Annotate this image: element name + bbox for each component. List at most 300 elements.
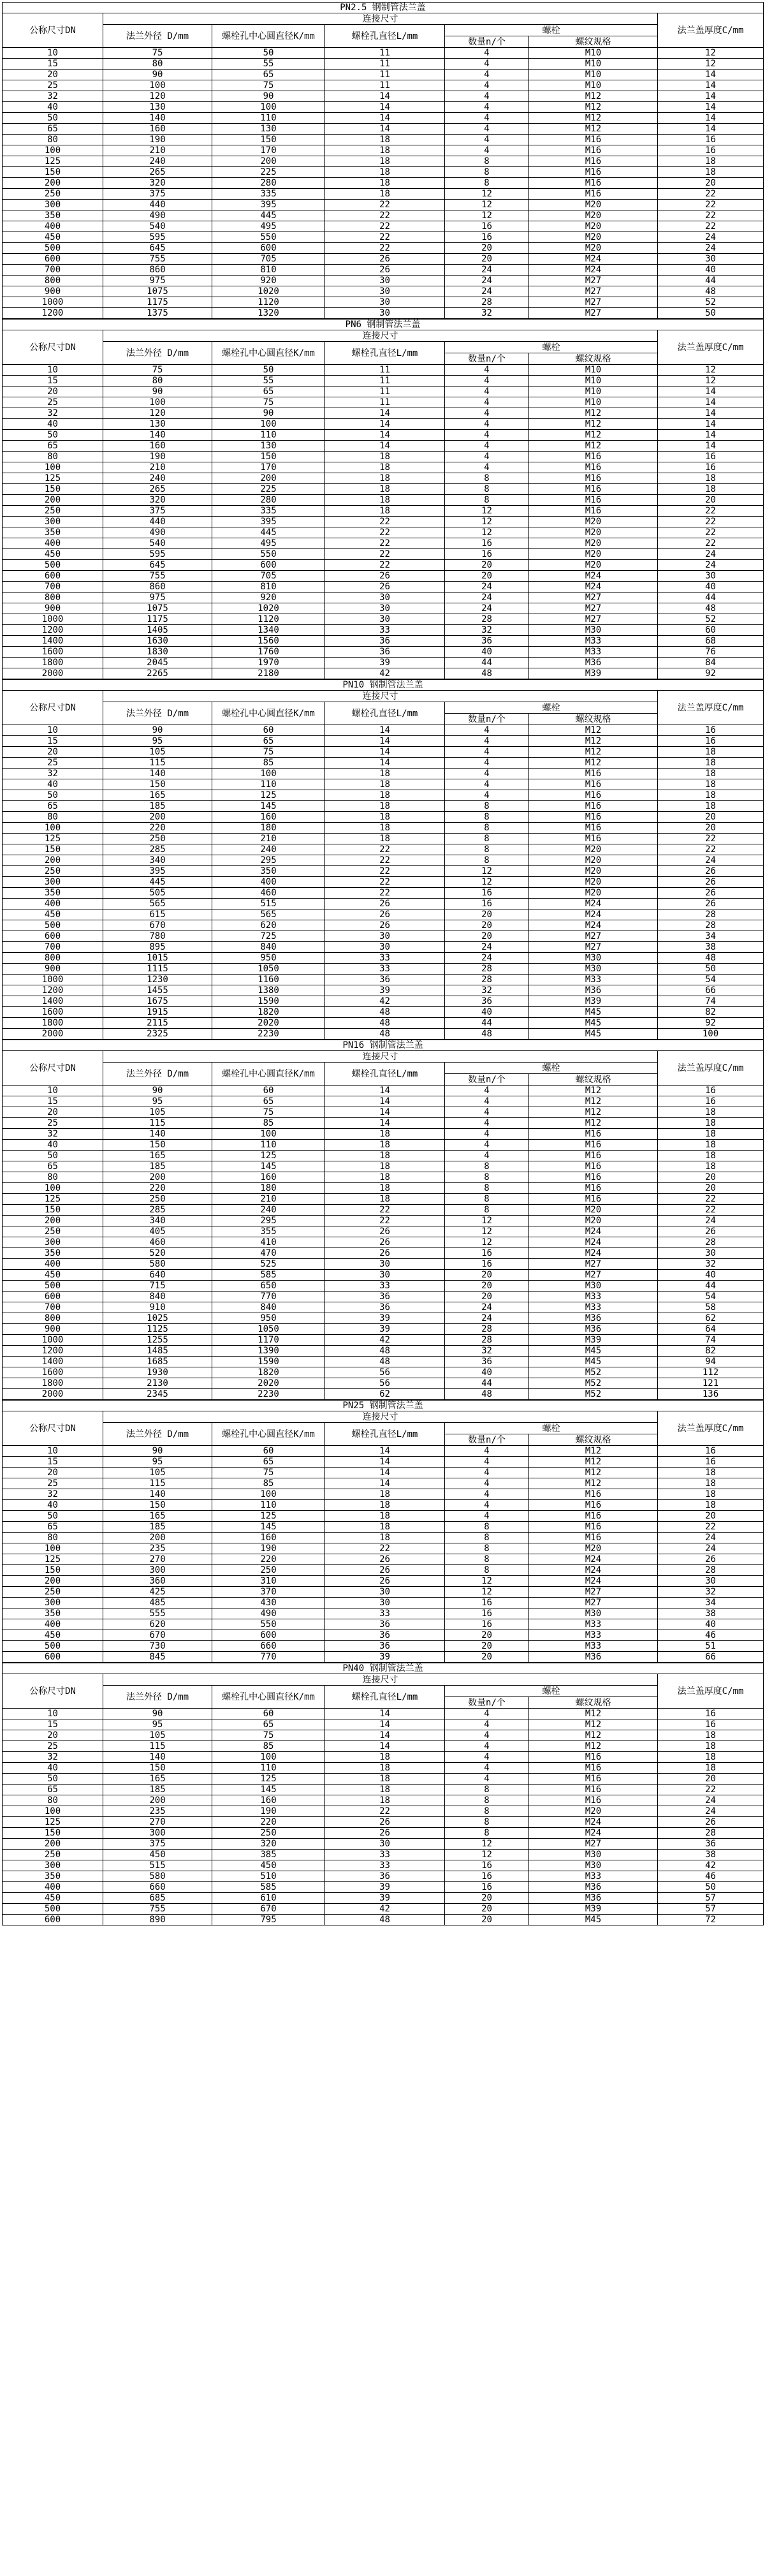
cell-thread: M36 xyxy=(529,1652,658,1663)
cell-pcd: 210 xyxy=(212,1194,325,1205)
cell-thread: M16 xyxy=(529,1151,658,1161)
cell-dn: 1800 xyxy=(3,1378,103,1389)
cell-thread: M10 xyxy=(529,70,658,80)
cell-dn: 40 xyxy=(3,1763,103,1774)
cell-hole: 56 xyxy=(325,1367,445,1378)
cell-pcd: 125 xyxy=(212,1511,325,1522)
cell-qty: 12 xyxy=(445,1226,529,1237)
cell-thread: M33 xyxy=(529,1302,658,1313)
cell-pcd: 1820 xyxy=(212,1367,325,1378)
cell-hole: 48 xyxy=(325,1018,445,1029)
cell-dn: 15 xyxy=(3,1457,103,1468)
cell-pcd: 495 xyxy=(212,538,325,549)
cell-outer: 1125 xyxy=(103,1324,212,1335)
cell-outer: 140 xyxy=(103,769,212,779)
cell-thickness: 14 xyxy=(658,124,764,135)
cell-qty: 4 xyxy=(445,1752,529,1763)
cell-qty: 8 xyxy=(445,1522,529,1533)
cell-thread: M16 xyxy=(529,145,658,156)
cell-thread: M16 xyxy=(529,1785,658,1795)
cell-thread: M16 xyxy=(529,1533,658,1543)
cell-hole: 33 xyxy=(325,1608,445,1619)
cell-pcd: 60 xyxy=(212,725,325,736)
cell-dn: 400 xyxy=(3,1619,103,1630)
cell-hole: 22 xyxy=(325,210,445,221)
cell-qty: 4 xyxy=(445,725,529,736)
cell-thickness: 92 xyxy=(658,1018,764,1029)
table-row xyxy=(3,1313,764,1324)
cell-pcd: 200 xyxy=(212,473,325,484)
cell-outer: 460 xyxy=(103,1237,212,1248)
cell-thread: M24 xyxy=(529,582,658,592)
cell-outer: 250 xyxy=(103,1194,212,1205)
cell-dn: 500 xyxy=(3,920,103,931)
cell-hole: 18 xyxy=(325,178,445,189)
table-row xyxy=(3,1763,764,1774)
cell-pcd: 510 xyxy=(212,1871,325,1882)
cell-dn: 125 xyxy=(3,1554,103,1565)
cell-qty: 4 xyxy=(445,124,529,135)
cell-thickness: 40 xyxy=(658,265,764,276)
cell-qty: 24 xyxy=(445,276,529,286)
cell-thickness: 14 xyxy=(658,419,764,430)
cell-thread: M39 xyxy=(529,668,658,679)
cell-pcd: 920 xyxy=(212,592,325,603)
table-row xyxy=(3,178,764,189)
cell-outer: 90 xyxy=(103,725,212,736)
cell-hole: 11 xyxy=(325,386,445,397)
cell-thickness: 18 xyxy=(658,484,764,495)
cell-qty: 40 xyxy=(445,1367,529,1378)
cell-hole: 22 xyxy=(325,200,445,210)
cell-hole: 36 xyxy=(325,1302,445,1313)
cell-dn: 500 xyxy=(3,243,103,254)
cell-hole: 22 xyxy=(325,243,445,254)
cell-pcd: 75 xyxy=(212,1107,325,1118)
cell-dn: 1200 xyxy=(3,985,103,996)
cell-outer: 220 xyxy=(103,823,212,834)
cell-qty: 4 xyxy=(445,80,529,91)
cell-thickness: 57 xyxy=(658,1893,764,1904)
cell-dn: 150 xyxy=(3,1205,103,1216)
cell-thickness: 44 xyxy=(658,276,764,286)
cell-outer: 490 xyxy=(103,527,212,538)
cell-hole: 18 xyxy=(325,1785,445,1795)
table-row xyxy=(3,769,764,779)
cell-pcd: 355 xyxy=(212,1226,325,1237)
cell-pcd: 1760 xyxy=(212,647,325,658)
cell-thread: M36 xyxy=(529,1324,658,1335)
table-row xyxy=(3,953,764,964)
cell-pcd: 160 xyxy=(212,1172,325,1183)
cell-outer: 755 xyxy=(103,1904,212,1915)
cell-qty: 4 xyxy=(445,135,529,145)
cell-qty: 16 xyxy=(445,1871,529,1882)
table-title: PN2.5 钢制管法兰盖 xyxy=(3,3,764,13)
cell-dn: 300 xyxy=(3,877,103,888)
cell-thickness: 20 xyxy=(658,1183,764,1194)
cell-thickness: 18 xyxy=(658,1118,764,1129)
cell-dn: 700 xyxy=(3,265,103,276)
cell-thickness: 18 xyxy=(658,790,764,801)
cell-thread: M16 xyxy=(529,1140,658,1151)
table-row xyxy=(3,1511,764,1522)
cell-thread: M12 xyxy=(529,441,658,452)
cell-thread: M16 xyxy=(529,1774,658,1785)
cell-thread: M20 xyxy=(529,888,658,899)
cell-qty: 4 xyxy=(445,747,529,758)
cell-outer: 185 xyxy=(103,1522,212,1533)
cell-thread: M52 xyxy=(529,1367,658,1378)
cell-hole: 33 xyxy=(325,1860,445,1871)
cell-dn: 450 xyxy=(3,909,103,920)
table-row xyxy=(3,200,764,210)
cell-outer: 250 xyxy=(103,834,212,844)
cell-outer: 95 xyxy=(103,736,212,747)
table-row xyxy=(3,1554,764,1565)
cell-hole: 18 xyxy=(325,473,445,484)
cell-qty: 32 xyxy=(445,1346,529,1357)
cell-thickness: 16 xyxy=(658,452,764,462)
cell-dn: 50 xyxy=(3,1151,103,1161)
table-row xyxy=(3,210,764,221)
cell-hole: 42 xyxy=(325,1335,445,1346)
table-row xyxy=(3,48,764,59)
cell-hole: 22 xyxy=(325,221,445,232)
cell-thread: M16 xyxy=(529,1489,658,1500)
cell-outer: 440 xyxy=(103,200,212,210)
header-connection: 连接尺寸 xyxy=(103,1411,658,1423)
cell-outer: 450 xyxy=(103,1850,212,1860)
cell-hole: 39 xyxy=(325,1652,445,1663)
cell-thickness: 94 xyxy=(658,1357,764,1367)
cell-thread: M24 xyxy=(529,1248,658,1259)
cell-thickness: 64 xyxy=(658,1324,764,1335)
cell-hole: 22 xyxy=(325,232,445,243)
cell-pcd: 1590 xyxy=(212,1357,325,1367)
cell-dn: 250 xyxy=(3,189,103,200)
table-row xyxy=(3,1281,764,1292)
header-thread-size: 螺纹规格 xyxy=(529,1434,658,1446)
table-row xyxy=(3,801,764,812)
cell-thickness: 34 xyxy=(658,931,764,942)
cell-thread: M16 xyxy=(529,1795,658,1806)
table-row xyxy=(3,736,764,747)
cell-qty: 8 xyxy=(445,1565,529,1576)
cell-thickness: 14 xyxy=(658,102,764,113)
cell-qty: 12 xyxy=(445,877,529,888)
table-row xyxy=(3,964,764,975)
cell-thickness: 14 xyxy=(658,80,764,91)
cell-pcd: 1160 xyxy=(212,975,325,985)
cell-outer: 105 xyxy=(103,1468,212,1478)
cell-dn: 50 xyxy=(3,790,103,801)
cell-outer: 265 xyxy=(103,167,212,178)
table-row xyxy=(3,1140,764,1151)
cell-qty: 4 xyxy=(445,1709,529,1719)
header-connection: 连接尺寸 xyxy=(103,1051,658,1063)
cell-qty: 12 xyxy=(445,506,529,517)
cell-qty: 20 xyxy=(445,920,529,931)
cell-qty: 8 xyxy=(445,167,529,178)
cell-outer: 405 xyxy=(103,1226,212,1237)
cell-thickness: 18 xyxy=(658,801,764,812)
cell-qty: 4 xyxy=(445,1096,529,1107)
cell-qty: 24 xyxy=(445,1313,529,1324)
cell-pcd: 1820 xyxy=(212,1007,325,1018)
cell-outer: 755 xyxy=(103,254,212,265)
cell-thickness: 18 xyxy=(658,779,764,790)
cell-thickness: 22 xyxy=(658,221,764,232)
cell-dn: 100 xyxy=(3,1806,103,1817)
cell-dn: 125 xyxy=(3,156,103,167)
cell-thickness: 16 xyxy=(658,725,764,736)
cell-qty: 8 xyxy=(445,1161,529,1172)
cell-thread: M27 xyxy=(529,614,658,625)
cell-thread: M16 xyxy=(529,135,658,145)
cell-hole: 18 xyxy=(325,495,445,506)
cell-hole: 30 xyxy=(325,942,445,953)
cell-thread: M20 xyxy=(529,243,658,254)
cell-qty: 20 xyxy=(445,243,529,254)
cell-hole: 14 xyxy=(325,1086,445,1096)
cell-outer: 1405 xyxy=(103,625,212,636)
cell-qty: 4 xyxy=(445,419,529,430)
cell-thickness: 12 xyxy=(658,48,764,59)
cell-outer: 300 xyxy=(103,1565,212,1576)
cell-thickness: 66 xyxy=(658,985,764,996)
cell-thread: M10 xyxy=(529,48,658,59)
cell-thread: M45 xyxy=(529,1029,658,1040)
cell-pcd: 705 xyxy=(212,571,325,582)
cell-hole: 36 xyxy=(325,647,445,658)
cell-pcd: 210 xyxy=(212,834,325,844)
cell-pcd: 65 xyxy=(212,70,325,80)
cell-qty: 24 xyxy=(445,953,529,964)
cell-pcd: 85 xyxy=(212,758,325,769)
cell-dn: 50 xyxy=(3,113,103,124)
cell-hole: 14 xyxy=(325,1457,445,1468)
cell-thread: M27 xyxy=(529,1839,658,1850)
table-row xyxy=(3,376,764,386)
cell-thickness: 16 xyxy=(658,145,764,156)
cell-dn: 1200 xyxy=(3,625,103,636)
cell-thickness: 20 xyxy=(658,1774,764,1785)
table-row xyxy=(3,996,764,1007)
cell-pcd: 75 xyxy=(212,1730,325,1741)
cell-pcd: 400 xyxy=(212,877,325,888)
cell-hole: 14 xyxy=(325,441,445,452)
cell-thickness: 24 xyxy=(658,1543,764,1554)
cell-outer: 730 xyxy=(103,1641,212,1652)
cell-qty: 28 xyxy=(445,1324,529,1335)
cell-outer: 285 xyxy=(103,1205,212,1216)
cell-qty: 8 xyxy=(445,1806,529,1817)
header-dn: 公称尺寸DN xyxy=(3,1674,103,1709)
cell-outer: 2325 xyxy=(103,1029,212,1040)
cell-hole: 36 xyxy=(325,636,445,647)
cell-pcd: 160 xyxy=(212,1533,325,1543)
cell-dn: 250 xyxy=(3,506,103,517)
header-bolt: 螺栓 xyxy=(445,1423,658,1434)
flange-table xyxy=(2,319,764,679)
cell-qty: 12 xyxy=(445,1587,529,1598)
table-row xyxy=(3,1850,764,1860)
table-row xyxy=(3,975,764,985)
cell-outer: 130 xyxy=(103,419,212,430)
cell-dn: 150 xyxy=(3,1565,103,1576)
table-row xyxy=(3,145,764,156)
table-row xyxy=(3,441,764,452)
table-row xyxy=(3,899,764,909)
cell-hole: 42 xyxy=(325,1904,445,1915)
cell-hole: 18 xyxy=(325,156,445,167)
cell-outer: 860 xyxy=(103,582,212,592)
cell-thread: M20 xyxy=(529,855,658,866)
header-outer-diameter: 法兰外径 D/mm xyxy=(103,1063,212,1086)
table-row xyxy=(3,1630,764,1641)
cell-pcd: 180 xyxy=(212,823,325,834)
cell-thickness: 136 xyxy=(658,1389,764,1400)
cell-outer: 515 xyxy=(103,1860,212,1871)
cell-dn: 150 xyxy=(3,484,103,495)
cell-pcd: 525 xyxy=(212,1259,325,1270)
cell-thread: M10 xyxy=(529,397,658,408)
cell-thickness: 18 xyxy=(658,747,764,758)
cell-qty: 24 xyxy=(445,592,529,603)
table-row xyxy=(3,1860,764,1871)
cell-qty: 4 xyxy=(445,1129,529,1140)
cell-qty: 4 xyxy=(445,1500,529,1511)
cell-qty: 4 xyxy=(445,1086,529,1096)
cell-qty: 16 xyxy=(445,221,529,232)
header-thread-size: 螺纹规格 xyxy=(529,1074,658,1086)
cell-thread: M16 xyxy=(529,473,658,484)
table-row xyxy=(3,221,764,232)
header-outer-diameter: 法兰外径 D/mm xyxy=(103,1686,212,1709)
cell-outer: 220 xyxy=(103,1183,212,1194)
cell-outer: 115 xyxy=(103,758,212,769)
cell-pcd: 180 xyxy=(212,1183,325,1194)
cell-hole: 14 xyxy=(325,1118,445,1129)
cell-dn: 1600 xyxy=(3,1367,103,1378)
cell-hole: 48 xyxy=(325,1346,445,1357)
cell-qty: 24 xyxy=(445,603,529,614)
cell-pcd: 460 xyxy=(212,888,325,899)
table-row xyxy=(3,527,764,538)
cell-outer: 715 xyxy=(103,1281,212,1292)
cell-hole: 26 xyxy=(325,920,445,931)
cell-qty: 12 xyxy=(445,866,529,877)
table-row xyxy=(3,603,764,614)
cell-qty: 4 xyxy=(445,70,529,80)
cell-thickness: 14 xyxy=(658,397,764,408)
cell-pcd: 810 xyxy=(212,265,325,276)
cell-dn: 25 xyxy=(3,397,103,408)
cell-dn: 200 xyxy=(3,1576,103,1587)
cell-dn: 25 xyxy=(3,80,103,91)
cell-qty: 28 xyxy=(445,964,529,975)
cell-thickness: 48 xyxy=(658,603,764,614)
cell-thread: M30 xyxy=(529,953,658,964)
table-row xyxy=(3,779,764,790)
cell-thickness: 62 xyxy=(658,1313,764,1324)
cell-outer: 105 xyxy=(103,1730,212,1741)
cell-qty: 4 xyxy=(445,1478,529,1489)
cell-hole: 18 xyxy=(325,1140,445,1151)
cell-pcd: 75 xyxy=(212,747,325,758)
cell-dn: 300 xyxy=(3,1598,103,1608)
table-title: PN10 钢制管法兰盖 xyxy=(3,680,764,691)
cell-thread: M33 xyxy=(529,1292,658,1302)
cell-thread: M16 xyxy=(529,1511,658,1522)
cell-hole: 14 xyxy=(325,1478,445,1489)
cell-thread: M12 xyxy=(529,1719,658,1730)
table-row xyxy=(3,1839,764,1850)
cell-qty: 4 xyxy=(445,1107,529,1118)
cell-dn: 1200 xyxy=(3,1346,103,1357)
cell-hole: 22 xyxy=(325,1205,445,1216)
cell-thread: M12 xyxy=(529,124,658,135)
cell-thread: M20 xyxy=(529,1216,658,1226)
cell-qty: 4 xyxy=(445,145,529,156)
cell-outer: 100 xyxy=(103,397,212,408)
table-row xyxy=(3,636,764,647)
cell-thread: M16 xyxy=(529,484,658,495)
cell-qty: 4 xyxy=(445,1140,529,1151)
cell-outer: 185 xyxy=(103,801,212,812)
cell-thickness: 14 xyxy=(658,441,764,452)
header-outer-diameter: 法兰外径 D/mm xyxy=(103,342,212,365)
header-outer-diameter: 法兰外径 D/mm xyxy=(103,1423,212,1446)
cell-dn: 80 xyxy=(3,812,103,823)
table-row xyxy=(3,855,764,866)
cell-thread: M16 xyxy=(529,178,658,189)
cell-thickness: 24 xyxy=(658,560,764,571)
cell-dn: 900 xyxy=(3,286,103,297)
cell-dn: 10 xyxy=(3,725,103,736)
cell-thread: M12 xyxy=(529,1457,658,1468)
cell-hole: 18 xyxy=(325,834,445,844)
cell-dn: 450 xyxy=(3,1270,103,1281)
cell-pcd: 495 xyxy=(212,221,325,232)
table-row xyxy=(3,308,764,319)
cell-thickness: 18 xyxy=(658,1129,764,1140)
cell-outer: 90 xyxy=(103,1086,212,1096)
cell-hole: 14 xyxy=(325,1096,445,1107)
cell-dn: 40 xyxy=(3,102,103,113)
cell-outer: 645 xyxy=(103,243,212,254)
cell-dn: 350 xyxy=(3,1608,103,1619)
cell-dn: 1800 xyxy=(3,658,103,668)
cell-dn: 250 xyxy=(3,866,103,877)
cell-pcd: 1390 xyxy=(212,1346,325,1357)
cell-thread: M12 xyxy=(529,408,658,419)
cell-pcd: 90 xyxy=(212,408,325,419)
cell-hole: 26 xyxy=(325,1237,445,1248)
cell-thickness: 68 xyxy=(658,636,764,647)
cell-qty: 4 xyxy=(445,1741,529,1752)
cell-pcd: 2180 xyxy=(212,668,325,679)
cell-dn: 20 xyxy=(3,747,103,758)
cell-dn: 10 xyxy=(3,1086,103,1096)
table-row xyxy=(3,1489,764,1500)
cell-thickness: 22 xyxy=(658,527,764,538)
cell-outer: 200 xyxy=(103,1795,212,1806)
cell-outer: 270 xyxy=(103,1554,212,1565)
cell-outer: 100 xyxy=(103,80,212,91)
table-row xyxy=(3,419,764,430)
